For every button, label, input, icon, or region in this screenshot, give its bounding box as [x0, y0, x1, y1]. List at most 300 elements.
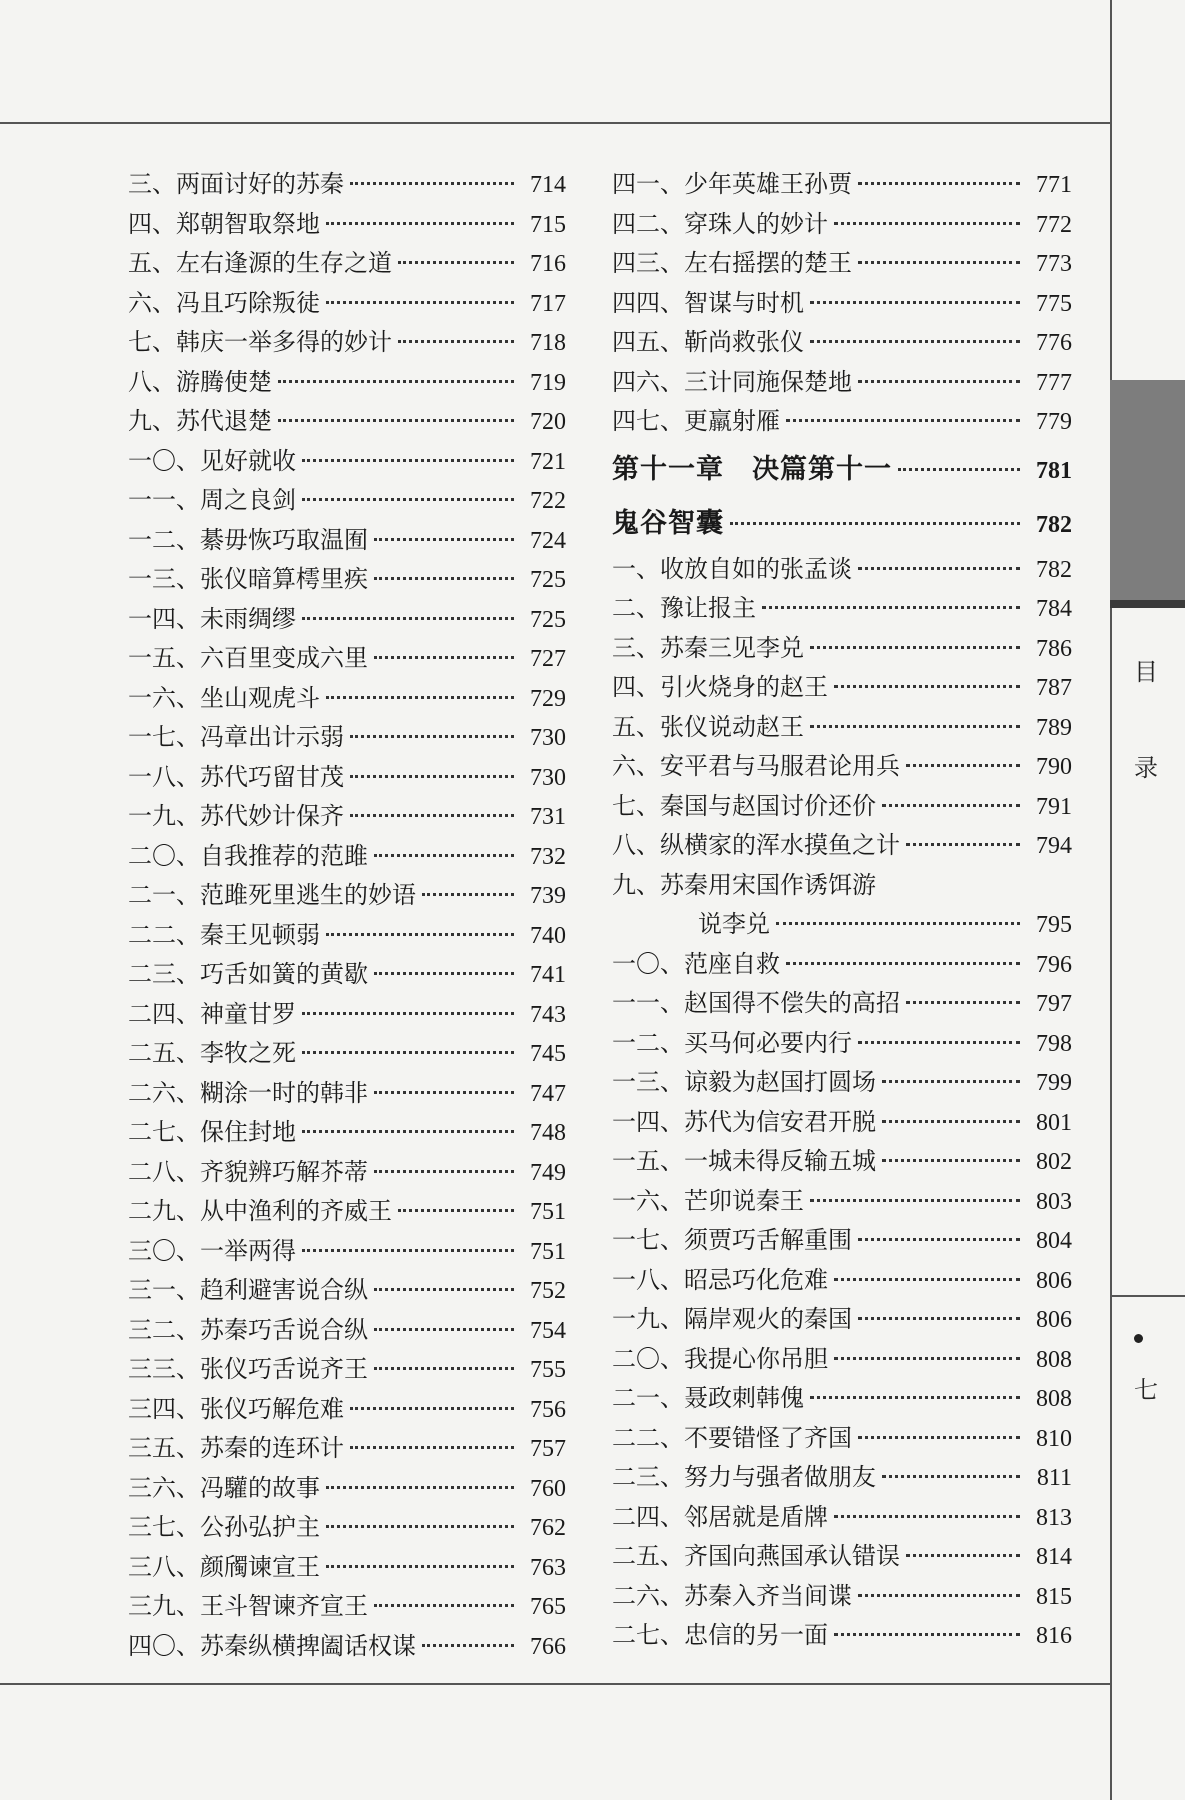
dot-leader: [374, 1288, 514, 1291]
dot-leader: [730, 522, 1020, 525]
entry-title: 九、苏代退楚: [128, 407, 272, 435]
toc-entry-multiline-second: [612, 905, 1072, 945]
dot-leader: [302, 1130, 514, 1133]
dot-leader: [374, 854, 514, 857]
toc-entry: [128, 244, 566, 284]
entry-page-number: 715: [530, 211, 566, 238]
entry-title: 一八、苏代巧留甘茂: [128, 762, 344, 791]
entry-title: 二八、齐貌辨巧解芥蒂: [128, 1157, 368, 1186]
dot-leader: [326, 696, 514, 699]
side-rule-top: [1110, 1295, 1185, 1297]
toc-entry: [612, 1261, 1072, 1301]
toc-entry: [128, 837, 566, 877]
dot-leader: [350, 1446, 514, 1449]
toc-entry: [612, 589, 1072, 629]
dot-leader: [374, 1091, 514, 1094]
entry-page-number: 720: [530, 409, 566, 435]
entry-page-number: 813: [1036, 1504, 1072, 1531]
toc-entry: [612, 945, 1072, 985]
entry-page-number: 766: [530, 1633, 566, 1660]
dot-leader: [858, 1041, 1020, 1044]
dot-leader: [906, 764, 1020, 767]
entry-title: 一四、未雨绸缪: [128, 604, 296, 633]
dot-leader: [302, 1012, 514, 1015]
dot-leader: [302, 498, 514, 501]
dot-leader: [374, 656, 514, 659]
dot-leader: [810, 725, 1020, 728]
entry-title: 七、秦国与赵国讨价还价: [612, 791, 876, 820]
entry-title: 一四、苏代为信安君开脱: [612, 1107, 876, 1136]
entry-title: 二三、努力与强者做朋友: [612, 1463, 876, 1491]
entry-page-number: 804: [1036, 1228, 1072, 1254]
entry-title: 一九、隔岸观火的秦国: [612, 1305, 852, 1333]
dot-leader: [882, 1120, 1020, 1123]
entry-title: 一六、芒卯说秦王: [612, 1186, 804, 1215]
entry-page-number: 739: [530, 883, 566, 909]
entry-title: 一五、一城未得反输五城: [612, 1147, 876, 1175]
dot-leader: [350, 775, 514, 778]
entry-title: 一〇、范座自救: [612, 949, 780, 978]
dot-leader: [374, 972, 514, 975]
toc-entry: [128, 600, 566, 640]
dot-leader: [374, 1170, 514, 1173]
entry-page-number: 801: [1036, 1109, 1072, 1136]
entry-page-number: 749: [530, 1159, 566, 1186]
entry-title: 一〇、见好就收: [128, 446, 296, 475]
toc-entry: [128, 955, 566, 995]
entry-page-number: 724: [530, 527, 566, 554]
dot-leader: [810, 340, 1020, 343]
entry-title: 一一、周之良剑: [128, 486, 296, 514]
toc-entry: [612, 323, 1072, 363]
entry-page-number: 751: [530, 1238, 566, 1265]
entry-title: 二九、从中渔利的齐威王: [128, 1197, 392, 1225]
entry-page-number: 725: [530, 606, 566, 633]
toc-entry: [612, 550, 1072, 590]
toc-entry: [128, 284, 566, 324]
toc-entry: [612, 165, 1072, 205]
entry-title: 三、两面讨好的苏秦: [128, 170, 344, 198]
toc-entry: [128, 718, 566, 758]
entry-title: 三四、张仪巧解危难: [128, 1394, 344, 1423]
toc-entry: [612, 629, 1072, 669]
toc-entry: [612, 1142, 1072, 1182]
entry-title: 二四、神童甘罗: [128, 999, 296, 1028]
entry-page-number: 789: [1036, 714, 1072, 741]
entry-page-number: 732: [530, 843, 566, 870]
entry-page-number: 718: [530, 330, 566, 356]
entry-page-number: 762: [530, 1515, 566, 1541]
toc-entry: [128, 1192, 566, 1232]
toc-entry: [128, 876, 566, 916]
entry-title: 一五、六百里变成六里: [128, 644, 368, 672]
entry-page-number: 756: [530, 1396, 566, 1423]
entry-title: 四二、穿珠人的妙计: [612, 209, 828, 238]
dot-leader: [350, 182, 514, 185]
entry-page-number: 731: [530, 804, 566, 830]
dot-leader: [326, 301, 514, 304]
entry-page-number: 765: [530, 1594, 566, 1620]
toc-entry: [612, 402, 1072, 442]
entry-title: 六、冯且巧除叛徒: [128, 288, 320, 317]
entry-page-number: 796: [1036, 951, 1072, 978]
dot-leader: [834, 1357, 1020, 1360]
dot-leader: [398, 261, 514, 264]
dot-leader: [302, 1051, 514, 1054]
dot-leader: [786, 962, 1020, 965]
dot-leader: [326, 1565, 514, 1568]
dot-leader: [326, 933, 514, 936]
dot-leader: [374, 538, 514, 541]
toc-entry: [128, 679, 566, 719]
dot-leader: [834, 685, 1020, 688]
toc-entry: [612, 747, 1072, 787]
dot-leader: [810, 1199, 1020, 1202]
toc-entry: [128, 758, 566, 798]
entry-page-number: 799: [1036, 1070, 1072, 1096]
toc-right-column: [612, 165, 1072, 1656]
entry-page-number: 751: [530, 1199, 566, 1225]
entry-title: 一二、綦毋恢巧取温囿: [128, 525, 368, 554]
entry-page-number: 719: [530, 369, 566, 396]
entry-title: 鬼谷智囊: [612, 507, 724, 539]
entry-title: 二五、齐国向燕国承认错误: [612, 1542, 900, 1570]
dot-leader: [858, 1238, 1020, 1241]
entry-page-number: 815: [1036, 1583, 1072, 1610]
entry-title: 四七、更羸射雁: [612, 407, 780, 435]
entry-page-number: 787: [1036, 675, 1072, 701]
entry-page-number: 808: [1036, 1386, 1072, 1412]
toc-entry: [128, 1429, 566, 1469]
entry-title: 四六、三计同施保楚地: [612, 367, 852, 396]
side-bullet: [1134, 1334, 1143, 1343]
toc-entry: [612, 826, 1072, 866]
dot-leader: [882, 1159, 1020, 1162]
entry-page-number: 775: [1036, 290, 1072, 317]
entry-page-number: 729: [530, 685, 566, 712]
toc-entry: [128, 1508, 566, 1548]
entry-title: 五、张仪说动赵王: [612, 712, 804, 741]
dot-leader: [810, 301, 1020, 304]
entry-title: 四三、左右摇摆的楚王: [612, 249, 852, 277]
entry-title: 三六、冯驩的故事: [128, 1473, 320, 1502]
entry-title: 二二、秦王见顿弱: [128, 920, 320, 949]
toc-entry: [612, 1458, 1072, 1498]
entry-page-number: 776: [1036, 330, 1072, 356]
toc-entry: [128, 1469, 566, 1509]
dot-leader: [422, 1644, 514, 1647]
toc-entry: [128, 1153, 566, 1193]
entry-title: 四〇、苏秦纵横捭阖话权谋: [128, 1631, 416, 1660]
entry-title: 一七、须贾巧舌解重围: [612, 1226, 852, 1254]
entry-page-number: 730: [530, 725, 566, 751]
dot-leader: [350, 1407, 514, 1410]
entry-page-number: 811: [1036, 1465, 1072, 1491]
toc-entry: [612, 708, 1072, 748]
toc-entry: [128, 1074, 566, 1114]
toc-entry: [128, 1113, 566, 1153]
toc-entry: [128, 205, 566, 245]
toc-entry: [612, 1063, 1072, 1103]
dot-leader: [374, 1328, 514, 1331]
entry-page-number: 803: [1036, 1188, 1072, 1215]
entry-page-number: 743: [530, 1001, 566, 1028]
entry-title: 一三、张仪暗算樗里疾: [128, 565, 368, 593]
toc-entry: [128, 560, 566, 600]
dot-leader: [326, 1486, 514, 1489]
toc-entry: [612, 244, 1072, 284]
entry-page-number: 727: [530, 646, 566, 672]
entry-title: 三二、苏秦巧舌说合纵: [128, 1315, 368, 1344]
entry-page-number: 773: [1036, 251, 1072, 277]
entry-page-number: 772: [1036, 211, 1072, 238]
entry-title: 八、游腾使楚: [128, 367, 272, 396]
toc-entry: [128, 521, 566, 561]
entry-title: 二四、邻居就是盾牌: [612, 1502, 828, 1531]
toc-entry: [612, 1221, 1072, 1261]
section-tab: [1110, 380, 1185, 608]
entry-page-number: 748: [530, 1120, 566, 1146]
entry-page-number: 752: [530, 1278, 566, 1304]
entry-title: 三八、颜斶谏宣王: [128, 1552, 320, 1581]
dot-leader: [858, 182, 1020, 185]
toc-entry: [612, 1577, 1072, 1617]
toc-entry: [612, 284, 1072, 324]
entry-page-number: 802: [1036, 1149, 1072, 1175]
entry-page-number: 782: [1036, 556, 1072, 583]
entry-page-number: 782: [1036, 511, 1072, 538]
entry-title: 二六、糊涂一时的韩非: [128, 1078, 368, 1107]
toc-entry: [128, 1350, 566, 1390]
dot-leader: [882, 1080, 1020, 1083]
toc-entry: [128, 481, 566, 521]
toc-entry: [612, 1300, 1072, 1340]
dot-leader: [762, 606, 1020, 609]
entry-title: 三三、张仪巧舌说齐王: [128, 1355, 368, 1383]
entry-page-number: 747: [530, 1080, 566, 1107]
entry-title: 二二、不要错怪了齐国: [612, 1423, 852, 1452]
entry-page-number: 757: [530, 1436, 566, 1462]
toc-entry: [612, 1182, 1072, 1222]
toc-left-column: [128, 165, 566, 1666]
toc-entry: [128, 1587, 566, 1627]
entry-title: 二五、李牧之死: [128, 1039, 296, 1067]
dot-leader: [326, 222, 514, 225]
entry-page-number: 810: [1036, 1425, 1072, 1452]
entry-page-number: 716: [530, 251, 566, 277]
dot-leader: [350, 814, 514, 817]
entry-title: 一九、苏代妙计保齐: [128, 802, 344, 830]
entry-page-number: 717: [530, 290, 566, 317]
dot-leader: [776, 922, 1020, 925]
dot-leader: [350, 735, 514, 738]
dot-leader: [398, 1209, 514, 1212]
entry-page-number: 816: [1036, 1623, 1072, 1649]
dot-leader: [882, 1475, 1020, 1478]
entry-title: 二、豫让报主: [612, 594, 756, 622]
entry-title: 四、郑朝智取祭地: [128, 209, 320, 238]
entry-page-number: 779: [1036, 409, 1072, 435]
entry-title: 三〇、一举两得: [128, 1236, 296, 1265]
dot-leader: [858, 1317, 1020, 1320]
entry-title: 一三、谅毅为赵国打圆场: [612, 1068, 876, 1096]
toc-entry: [128, 1311, 566, 1351]
entry-title: 一一、赵国得不偿失的高招: [612, 989, 900, 1017]
side-label-lu: 录: [1134, 754, 1158, 782]
entry-page-number: 786: [1036, 635, 1072, 662]
dot-leader: [906, 1001, 1020, 1004]
entry-title: 二六、苏秦入齐当间谍: [612, 1581, 852, 1610]
dot-leader: [278, 380, 514, 383]
entry-title: 七、韩庆一举多得的妙计: [128, 328, 392, 356]
entry-title: 八、纵横家的浑水摸鱼之计: [612, 831, 900, 859]
top-rule: [0, 122, 1110, 124]
toc-entry: [612, 1537, 1072, 1577]
dot-leader: [858, 1436, 1020, 1439]
dot-leader: [422, 893, 514, 896]
entry-title: 二〇、自我推荐的范雎: [128, 841, 368, 870]
dot-leader: [326, 1525, 514, 1528]
entry-page-number: 741: [530, 962, 566, 988]
entry-title: 三一、趋利避害说合纵: [128, 1276, 368, 1304]
entry-title: 二一、聂政刺韩傀: [612, 1384, 804, 1412]
toc-entry: [128, 639, 566, 679]
toc-entry: [128, 1627, 566, 1667]
dot-leader: [302, 1249, 514, 1252]
entry-page-number: 814: [1036, 1544, 1072, 1570]
margin-rule: [1110, 0, 1112, 1800]
toc-entry: [128, 797, 566, 837]
dot-leader: [858, 380, 1020, 383]
toc-entry: [612, 363, 1072, 403]
toc-entry: [612, 668, 1072, 708]
entry-page-number: 725: [530, 567, 566, 593]
toc-entry: [128, 442, 566, 482]
toc-entry: [128, 402, 566, 442]
chapter-heading: [612, 442, 1072, 496]
toc-entry: [128, 363, 566, 403]
entry-title: 三七、公孙弘护主: [128, 1513, 320, 1541]
entry-page-number: 745: [530, 1041, 566, 1067]
entry-page-number: 784: [1036, 596, 1072, 622]
dot-leader: [882, 804, 1020, 807]
toc-entry: [612, 1498, 1072, 1538]
toc-entry: [612, 1616, 1072, 1656]
toc-entry: [612, 1419, 1072, 1459]
entry-page-number: 795: [1036, 912, 1072, 938]
dot-leader: [810, 646, 1020, 649]
dot-leader: [810, 1396, 1020, 1399]
side-label-mu: 目: [1134, 658, 1158, 686]
entry-page-number: 797: [1036, 991, 1072, 1017]
entry-title: 四五、靳尚救张仪: [612, 328, 804, 356]
toc-entry: [128, 1548, 566, 1588]
entry-title: 三五、苏秦的连环计: [128, 1434, 344, 1462]
entry-title: 说李兑: [698, 910, 770, 938]
entry-title: 二七、保住封地: [128, 1118, 296, 1146]
entry-page-number: 760: [530, 1475, 566, 1502]
toc-entry: [128, 1271, 566, 1311]
entry-title: 六、安平君与马服君论用兵: [612, 752, 900, 780]
dot-leader: [898, 468, 1020, 471]
entry-title: 二七、忠信的另一面: [612, 1621, 828, 1649]
entry-title: 第十一章 决篇第十一: [612, 453, 892, 485]
entry-page-number: 777: [1036, 369, 1072, 396]
entry-page-number: 755: [530, 1357, 566, 1383]
dot-leader: [834, 222, 1020, 225]
toc-entry: [612, 1379, 1072, 1419]
entry-page-number: 754: [530, 1317, 566, 1344]
toc-entry: [128, 1232, 566, 1272]
dot-leader: [278, 419, 514, 422]
dot-leader: [834, 1633, 1020, 1636]
dot-leader: [858, 567, 1020, 570]
entry-page-number: 721: [530, 448, 566, 475]
entry-title: 二三、巧舌如簧的黄歇: [128, 960, 368, 988]
dot-leader: [374, 577, 514, 580]
toc-entry: [612, 1024, 1072, 1064]
entry-page-number: 740: [530, 922, 566, 949]
toc-entry: [612, 1340, 1072, 1380]
entry-page-number: 790: [1036, 754, 1072, 780]
dot-leader: [906, 843, 1020, 846]
dot-leader: [374, 1367, 514, 1370]
entry-title: 一二、买马何必要内行: [612, 1028, 852, 1057]
toc-entry: [128, 1390, 566, 1430]
entry-title: 一六、坐山观虎斗: [128, 683, 320, 712]
entry-page-number: 808: [1036, 1346, 1072, 1373]
entry-title: 四、引火烧身的赵王: [612, 673, 828, 701]
entry-page-number: 791: [1036, 793, 1072, 820]
entry-page-number: 806: [1036, 1267, 1072, 1294]
entry-page-number: 722: [530, 488, 566, 514]
toc-entry: [612, 787, 1072, 827]
dot-leader: [906, 1554, 1020, 1557]
toc-entry: [128, 995, 566, 1035]
entry-title: 三九、王斗智谏齐宣王: [128, 1592, 368, 1620]
entry-title: 二〇、我提心你吊胆: [612, 1344, 828, 1373]
entry-page-number: 806: [1036, 1307, 1072, 1333]
entry-page-number: 714: [530, 172, 566, 198]
dot-leader: [834, 1278, 1020, 1281]
entry-page-number: 730: [530, 764, 566, 791]
entry-page-number: 781: [1036, 457, 1072, 484]
entry-title: 四一、少年英雄王孙贾: [612, 170, 852, 198]
dot-leader: [786, 419, 1020, 422]
toc-entry: [128, 916, 566, 956]
dot-leader: [374, 1604, 514, 1607]
toc-entry: [612, 1103, 1072, 1143]
bottom-rule: [0, 1683, 1110, 1685]
page-number: 七: [1134, 1376, 1158, 1404]
entry-title: 一、收放自如的张孟谈: [612, 554, 852, 583]
toc-entry: [128, 1034, 566, 1074]
dot-leader: [858, 1594, 1020, 1597]
toc-entry-multiline-first: 九、苏秦用宋国作诱饵游: [612, 870, 876, 899]
toc-entry: [128, 323, 566, 363]
entry-title: 四四、智谋与时机: [612, 288, 804, 317]
entry-page-number: 798: [1036, 1030, 1072, 1057]
toc-entry: [612, 984, 1072, 1024]
section-heading: [612, 496, 1072, 550]
dot-leader: [398, 340, 514, 343]
dot-leader: [858, 261, 1020, 264]
dot-leader: [834, 1515, 1020, 1518]
entry-title: 二一、范雎死里逃生的妙语: [128, 881, 416, 909]
toc-entry: [128, 165, 566, 205]
entry-page-number: 763: [530, 1554, 566, 1581]
entry-title: 三、苏秦三见李兑: [612, 633, 804, 662]
